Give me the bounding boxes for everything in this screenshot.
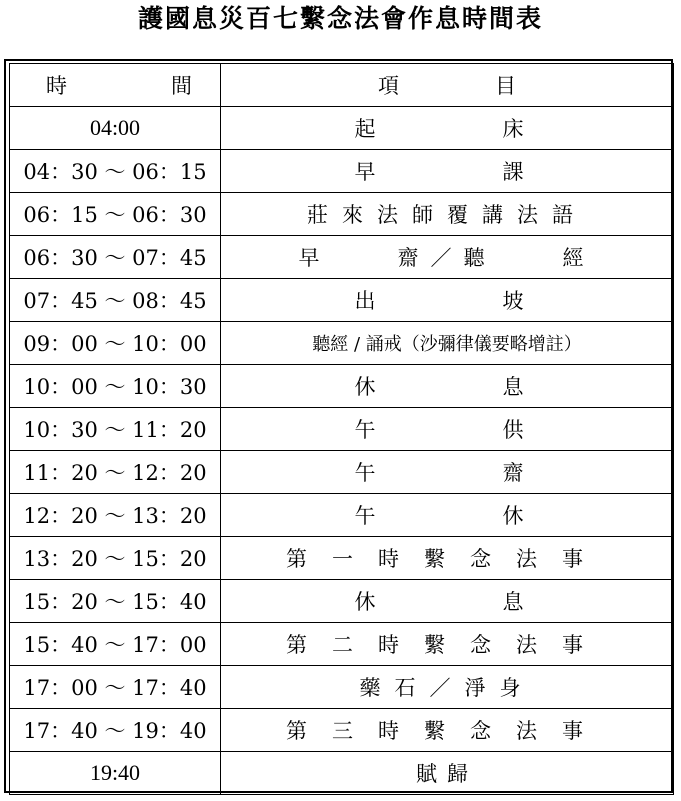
time-cell: 09：00 ～ 10：00 (10, 322, 221, 365)
time-cell: 17：40 ～ 19：40 (10, 709, 221, 752)
activity-cell (221, 236, 674, 279)
activity-cell (221, 408, 674, 451)
activity-label: 第二時繫念法事 (286, 633, 608, 657)
activity-cell (221, 107, 674, 150)
time-cell: 10：00 ～ 10：30 (10, 365, 221, 408)
activity-cell (221, 666, 674, 709)
activity-cell (221, 322, 674, 365)
header-row (10, 64, 674, 107)
table-row (10, 494, 674, 537)
time-cell: 15：40 ～ 17：00 (10, 623, 221, 666)
table-row (10, 107, 674, 150)
table-row (10, 666, 674, 709)
time-cell: 11：20 ～ 12：20 (10, 451, 221, 494)
time-cell: 04:00 (10, 107, 221, 150)
time-cell: 12：20 ～ 13：20 (10, 494, 221, 537)
activity-label: 第三時繫念法事 (286, 719, 608, 743)
activity-label: 早 齋／聽 經 (298, 246, 596, 270)
activity-cell (221, 451, 674, 494)
activity-cell (221, 365, 674, 408)
activity-label: 賦歸 (416, 762, 478, 786)
activity-label: 第一時繫念法事 (286, 547, 608, 571)
activity-label: 莊來法師覆講法語 (307, 203, 587, 227)
table-row (10, 193, 674, 236)
table-row (10, 236, 674, 279)
activity-label: 休 息 (354, 375, 540, 399)
column-header-item (221, 64, 674, 107)
table-row (10, 451, 674, 494)
time-cell: 06：30 ～ 07：45 (10, 236, 221, 279)
table-row (10, 365, 674, 408)
activity-label: 午 供 (354, 418, 540, 442)
time-cell: 15：20 ～ 15：40 (10, 580, 221, 623)
table-row (10, 623, 674, 666)
activity-cell (221, 580, 674, 623)
table-row (10, 408, 674, 451)
table-row (10, 709, 674, 752)
activity-cell (221, 709, 674, 752)
time-cell: 10：30 ～ 11：20 (10, 408, 221, 451)
table-row (10, 322, 674, 365)
time-cell: 13：20 ～ 15：20 (10, 537, 221, 580)
table-row (10, 752, 674, 795)
activity-cell (221, 752, 674, 795)
page-title: 護國息災百七繫念法會作息時間表 (137, 4, 543, 33)
column-header-time-char-2: 間 (171, 74, 192, 98)
activity-label: 午 休 (354, 504, 540, 528)
activity-cell (221, 494, 674, 537)
column-header-item-char-1: 項 (378, 74, 399, 98)
activity-label: 出 坡 (354, 289, 540, 313)
activity-cell (221, 279, 674, 322)
activity-label: 藥石／淨身 (359, 676, 535, 700)
column-header-time-char-1: 時 (46, 74, 67, 98)
activity-label: 早 課 (354, 160, 540, 184)
table-row (10, 537, 674, 580)
table-row (10, 580, 674, 623)
activity-cell (221, 537, 674, 580)
activity-label: 休 息 (354, 590, 540, 614)
time-cell: 17：00 ～ 17：40 (10, 666, 221, 709)
table-row (10, 279, 674, 322)
time-cell: 04：30 ～ 06：15 (10, 150, 221, 193)
table-row (10, 150, 674, 193)
time-cell: 06：15 ～ 06：30 (10, 193, 221, 236)
time-cell: 19:40 (10, 752, 221, 795)
column-header-item-char-2: 目 (495, 74, 516, 98)
schedule-body (10, 107, 674, 795)
activity-cell (221, 150, 674, 193)
activity-label: 起 床 (354, 117, 540, 141)
time-cell: 07：45 ～ 08：45 (10, 279, 221, 322)
column-header-time (10, 64, 221, 107)
activity-label: 聽經 / 誦戒（沙彌律儀要略增註） (312, 334, 582, 355)
activity-cell (221, 193, 674, 236)
activity-label: 午 齋 (354, 461, 540, 485)
activity-cell (221, 623, 674, 666)
schedule-table (9, 63, 674, 795)
